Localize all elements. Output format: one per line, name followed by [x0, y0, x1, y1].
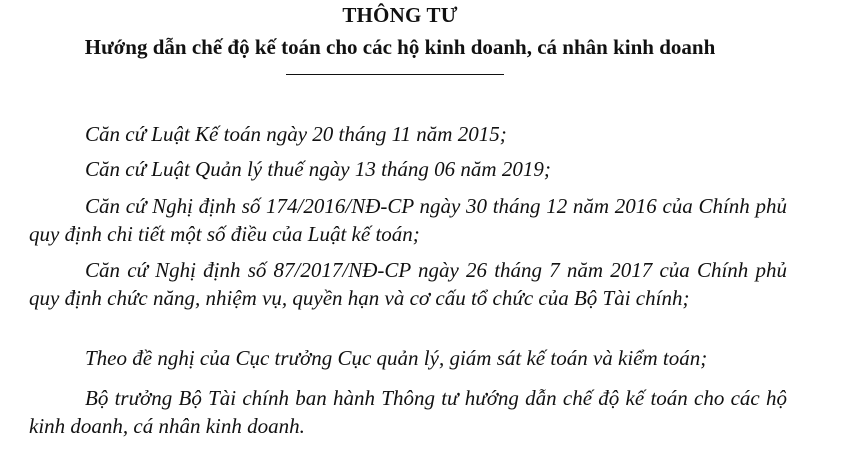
document-subject: Hướng dẫn chế độ kế toán cho các hộ kinh doanh, cá nhân kinh doanh — [84, 35, 716, 59]
preamble-paragraph — [29, 120, 787, 148]
preamble-text: Căn cứ Luật Kế toán ngày 20 tháng 11 năm 2015; — [85, 122, 507, 146]
preamble-text: Căn cứ Luật Quản lý thuế ngày 13 tháng 06 năm 2019; — [85, 157, 551, 181]
document-type-title: THÔNG TƯ — [342, 3, 458, 27]
preamble-paragraph — [29, 256, 787, 312]
preamble-paragraph — [29, 384, 787, 440]
preamble-text: Căn cứ Nghị định số 174/2016/NĐ-CP ngày 30 tháng 12 năm 2016 của Chính phủ quy định chi tiết một số điều của Luật kế toán; — [29, 194, 787, 246]
title-underline-divider — [286, 74, 504, 75]
preamble-paragraph — [29, 155, 787, 183]
preamble-paragraph — [29, 192, 787, 248]
preamble-text: Căn cứ Nghị định số 87/2017/NĐ-CP ngày 26 tháng 7 năm 2017 của Chính phủ quy định chức năng, nhiệm vụ, quyền hạn và cơ cấu tổ chức của Bộ Tài chính; — [29, 258, 787, 310]
preamble-text: Theo đề nghị của Cục trưởng Cục quản lý, giám sát kế toán và kiểm toán; — [85, 346, 708, 370]
preamble-text: Bộ trưởng Bộ Tài chính ban hành Thông tư hướng dẫn chế độ kế toán cho các hộ kinh doanh, cá nhân kinh doanh. — [29, 386, 787, 438]
preamble-paragraph — [29, 344, 787, 372]
